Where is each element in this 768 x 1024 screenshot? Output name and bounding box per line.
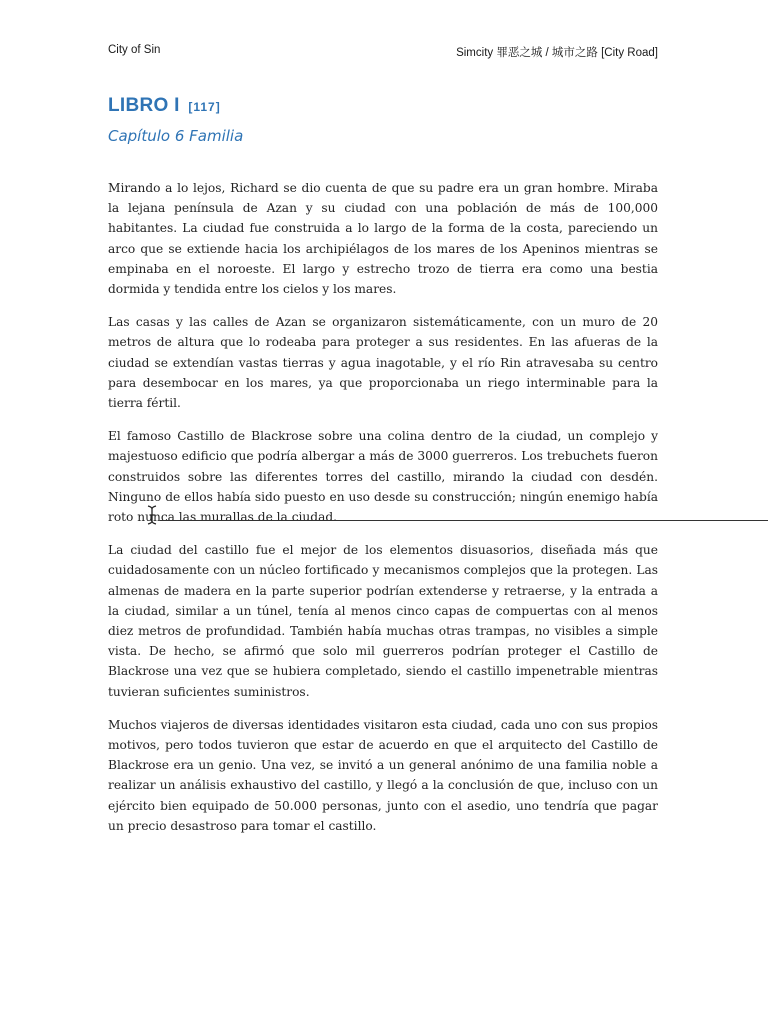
book-number: [117] bbox=[188, 100, 221, 114]
paragraph-5: Muchos viajeros de diversas identidades visitaron esta ciudad, cada uno con sus propios motivos, pero todos tuvieron que estar de acuerdo en que el arquitecto del Castillo de Blackrose era un genio. Una vez, se invitó a un general anónimo de una familia noble a realizar un análisis exhaustivo del castillo, y llegó a la conclusión de que, incluso con un ejército bien equipado de 50.000 personas, junto con el asedio, uno tendría que pagar un precio desastroso para tomar el castillo. bbox=[108, 717, 658, 833]
paragraph-2: Las casas y las calles de Azan se organizaron sistemáticamente, con un muro de 20 metros de altura que lo rodeaba para proteger a sus residentes. En las afueras de la ciudad se extendían vastas tierras y agua inagotable, y el río Rin atravesaba su centro para desembocar en los mares, ya que proporcionaba un riego interminable para la tierra fértil. bbox=[108, 315, 658, 411]
chapter-title: Capítulo 6 Familia bbox=[108, 127, 244, 145]
horizontal-rule bbox=[160, 520, 768, 521]
page-header bbox=[108, 44, 658, 62]
document-body bbox=[108, 178, 658, 849]
book-title-text: LIBRO I bbox=[108, 95, 180, 116]
header-series-name: Simcity 罪恶之城 / 城市之路 [City Road] bbox=[456, 47, 658, 59]
text-cursor-icon-svg bbox=[146, 505, 158, 525]
paragraph-4: La ciudad del castillo fue el mejor de los elementos disuasorios, diseñada más que cuidadosamente con un núcleo fortificado y mecanismos complejos que la protegen. Las almenas de madera en la parte superior podrían extenderse y retraerse, y la entrada a la ciudad, similar a un túnel, tenía al menos cinco capas de compuertas con al menos diez metros de profundidad. También había muchas otras trampas, no visibles a simple vista. De hecho, se afirmó que solo mil guerreros podrían proteger el Castillo de Blackrose una vez que se hubiera completado, siendo el castillo impenetrable mientras tuvieran suficientes suministros. bbox=[108, 543, 658, 699]
header-book-name: City of Sin bbox=[108, 44, 161, 56]
paragraph-3: El famoso Castillo de Blackrose sobre una colina dentro de la ciudad, un complejo y majestuoso edificio que podría albergar a más de 3000 guerreros. Los trebuchets fueron construidos sobre las diferentes torres del castillo, mirando la ciudad con desdén. Ninguno de ellos había sido puesto en uso desde su construcción; ningún enemigo había roto nunca las murallas de la ciudad. bbox=[108, 429, 658, 525]
text-cursor-icon bbox=[146, 505, 158, 525]
paragraph-1: Mirando a lo lejos, Richard se dio cuenta de que su padre era un gran hombre. Miraba la lejana península de Azan y su ciudad con una población de más de 100,000 habitantes. La ciudad fue construida a lo largo de la forma de la costa, pareciendo un arco que se extiende hacia los archipiélagos de los mares de los Apeninos mientras se empinaba en el noroeste. El largo y estrecho trozo de tierra era como una bestia dormida y tendida entre los cielos y los mares. bbox=[108, 181, 658, 297]
book-title bbox=[108, 95, 221, 117]
